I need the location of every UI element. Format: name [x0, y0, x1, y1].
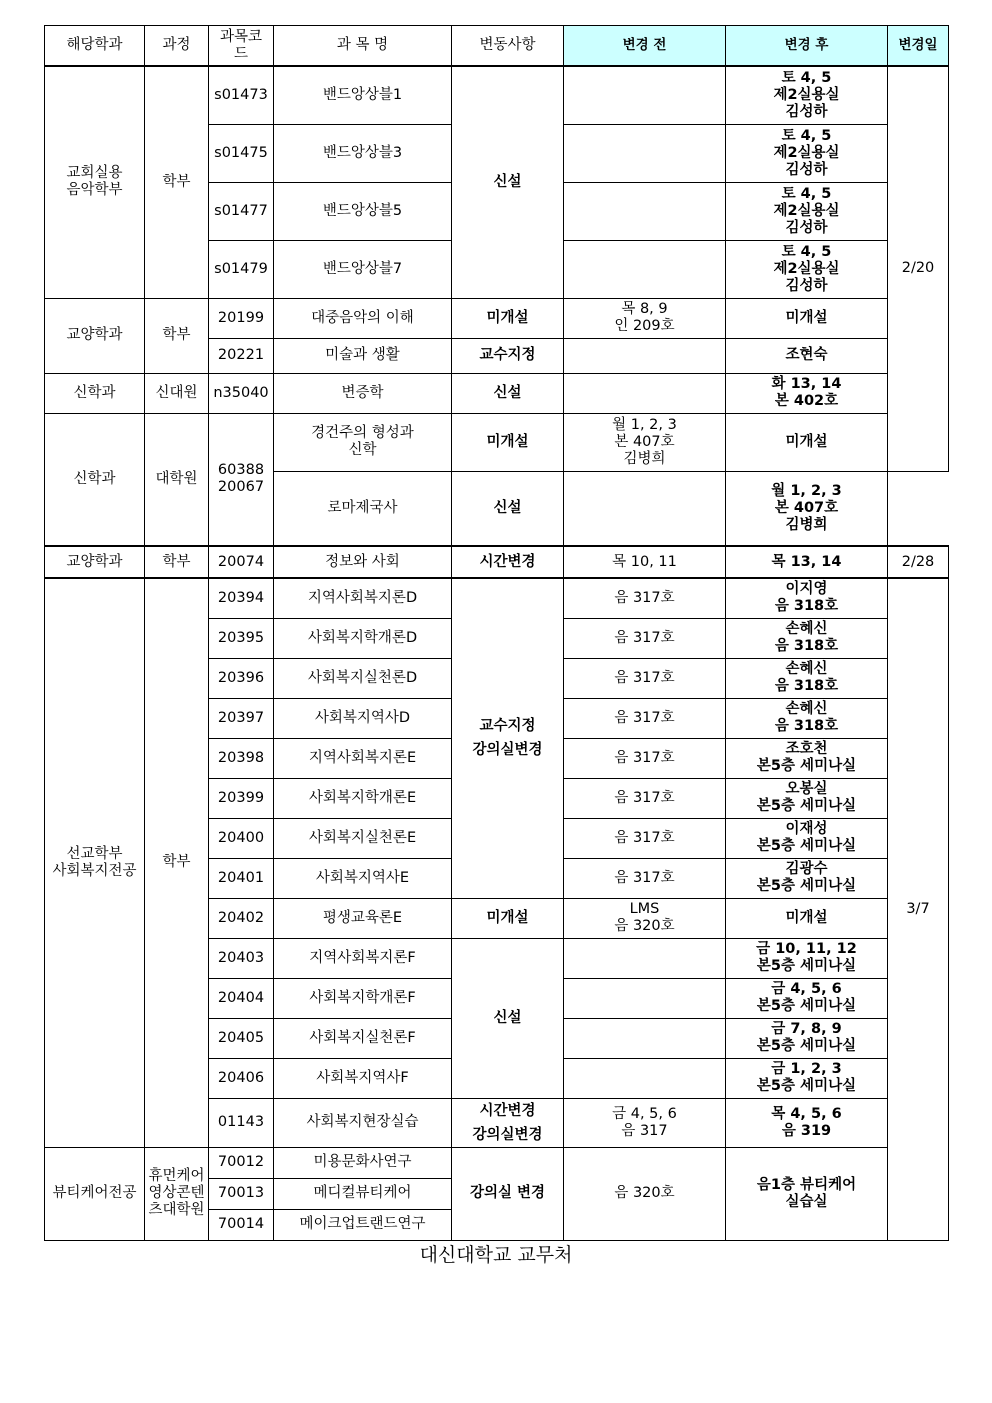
change-cell: 신설	[452, 373, 564, 413]
after-cell: 이재성 본5층 세미나실	[726, 818, 888, 858]
date-cell: 2/28	[888, 546, 949, 578]
after-cell: 금 7, 8, 9 본5층 세미나실	[726, 1018, 888, 1058]
before-cell: 월 1, 2, 3 본 407호 김병희	[564, 413, 726, 471]
change-cell: 미개설	[452, 413, 564, 471]
dept-cell: 신학과	[45, 373, 145, 413]
after-cell: 화 13, 14 본 402호	[726, 373, 888, 413]
code-cell: 20405	[209, 1018, 274, 1058]
before-cell	[564, 182, 726, 240]
before-cell: 목 10, 11	[564, 546, 726, 578]
code-cell: 20406	[209, 1058, 274, 1098]
header-course: 과정	[145, 26, 209, 67]
dept-cell: 뷰티케어전공	[45, 1147, 145, 1240]
header-date: 변경일	[888, 26, 949, 67]
before-cell: 음 317호	[564, 738, 726, 778]
subject-cell: 사회복지역사E	[274, 858, 452, 898]
dept-cell: 교양학과	[45, 298, 145, 373]
code-cell: 20401	[209, 858, 274, 898]
subject-cell: 사회복지실천론F	[274, 1018, 452, 1058]
header-change: 변동사항	[452, 26, 564, 67]
before-cell	[564, 338, 726, 373]
code-cell: s01477	[209, 182, 274, 240]
code-cell: 20074	[209, 546, 274, 578]
after-cell: 미개설	[726, 413, 888, 471]
before-cell	[564, 1018, 726, 1058]
header-subject: 과 목 명	[274, 26, 452, 67]
course-cell: 학부	[145, 578, 209, 1147]
code-cell: s01475	[209, 124, 274, 182]
subject-cell: 미용문화사연구	[274, 1147, 452, 1178]
code-cell: 20397	[209, 698, 274, 738]
subject-cell: 사회복지실천론D	[274, 658, 452, 698]
code-cell: 20395	[209, 618, 274, 658]
change-cell: 신설	[452, 471, 564, 546]
change-cell: 미개설	[452, 298, 564, 338]
after-cell: 금 10, 11, 12 본5층 세미나실	[726, 938, 888, 978]
code-cell: 20394	[209, 578, 274, 618]
table-row	[45, 578, 949, 618]
dept-cell: 선교학부 사회복지전공	[45, 578, 145, 1147]
subject-cell: 밴드앙상블7	[274, 240, 452, 298]
subject-cell: 변증학	[274, 373, 452, 413]
subject-cell: 로마제국사	[274, 471, 452, 546]
before-cell	[564, 938, 726, 978]
after-cell: 김광수 본5층 세미나실	[726, 858, 888, 898]
subject-cell: 사회복지현장실습	[274, 1098, 452, 1147]
before-cell	[564, 978, 726, 1018]
code-cell: 20403	[209, 938, 274, 978]
after-cell: 음1층 뷰티케어 실습실	[726, 1147, 888, 1240]
code-cell: 20396	[209, 658, 274, 698]
after-cell: 토 4, 5 제2실용실 김성하	[726, 66, 888, 124]
table-row	[45, 66, 949, 124]
subject-cell: 정보와 사회	[274, 546, 452, 578]
subject-cell: 지역사회복지론F	[274, 938, 452, 978]
table-row	[45, 373, 949, 413]
subject-cell: 지역사회복지론D	[274, 578, 452, 618]
before-cell: 음 317호	[564, 578, 726, 618]
course-cell: 신대원	[145, 373, 209, 413]
header-after: 변경 후	[726, 26, 888, 67]
before-cell: 음 317호	[564, 818, 726, 858]
code-cell: 70012	[209, 1147, 274, 1178]
after-cell: 월 1, 2, 3 본 407호 김병희	[726, 471, 888, 546]
change-cell: 시간변경 강의실변경	[452, 1098, 564, 1147]
subject-cell: 밴드앙상블1	[274, 66, 452, 124]
subject-cell: 미술과 생활	[274, 338, 452, 373]
code-cell: 20398	[209, 738, 274, 778]
course-cell: 휴먼케어 영상콘텐 츠대학원	[145, 1147, 209, 1240]
after-cell: 손혜신 음 318호	[726, 658, 888, 698]
after-cell: 목 13, 14	[726, 546, 888, 578]
subject-cell: 사회복지실천론E	[274, 818, 452, 858]
course-cell: 학부	[145, 298, 209, 373]
date-cell: 2/20	[888, 66, 949, 471]
subject-cell: 평생교육론E	[274, 898, 452, 938]
dept-cell: 신학과	[45, 413, 145, 546]
date-cell: 3/7	[888, 578, 949, 1240]
subject-cell: 메디컬뷰티케어	[274, 1178, 452, 1209]
code-cell: 20399	[209, 778, 274, 818]
code-cell: 20404	[209, 978, 274, 1018]
change-cell: 신설	[452, 938, 564, 1098]
code-cell: 70013	[209, 1178, 274, 1209]
subject-cell: 지역사회복지론E	[274, 738, 452, 778]
dept-cell: 교회실용 음악학부	[45, 66, 145, 298]
code-cell: 20402	[209, 898, 274, 938]
after-cell: 토 4, 5 제2실용실 김성하	[726, 182, 888, 240]
header-before: 변경 전	[564, 26, 726, 67]
header-row	[45, 26, 949, 67]
subject-cell: 사회복지역사F	[274, 1058, 452, 1098]
subject-cell: 밴드앙상블5	[274, 182, 452, 240]
code-cell: n35040	[209, 373, 274, 413]
before-cell: 음 317호	[564, 698, 726, 738]
footer-office: 대신대학교 교무처	[419, 1244, 573, 1266]
code-cell: 20199	[209, 298, 274, 338]
table-row	[45, 413, 949, 471]
code-cell: 01143	[209, 1098, 274, 1147]
change-cell: 강의실 변경	[452, 1147, 564, 1240]
after-cell: 조현숙	[726, 338, 888, 373]
after-cell: 미개설	[726, 298, 888, 338]
after-cell: 토 4, 5 제2실용실 김성하	[726, 124, 888, 182]
before-cell: LMS 음 320호	[564, 898, 726, 938]
table-row	[45, 298, 949, 338]
subject-cell: 사회복지학개론D	[274, 618, 452, 658]
table-row	[45, 546, 949, 578]
before-cell: 음 317호	[564, 778, 726, 818]
subject-cell: 메이크업트랜드연구	[274, 1209, 452, 1240]
before-cell: 음 317호	[564, 618, 726, 658]
code-cell: 60388 20067	[209, 413, 274, 546]
course-cell: 학부	[145, 546, 209, 578]
change-cell: 시간변경	[452, 546, 564, 578]
change-cell: 교수지정	[452, 338, 564, 373]
before-cell	[564, 471, 726, 546]
before-cell	[564, 66, 726, 124]
dept-cell: 교양학과	[45, 546, 145, 578]
after-cell: 미개설	[726, 898, 888, 938]
subject-cell: 밴드앙상블3	[274, 124, 452, 182]
code-cell: 20400	[209, 818, 274, 858]
after-cell: 손혜신 음 318호	[726, 698, 888, 738]
before-cell	[564, 373, 726, 413]
header-dept: 해당학과	[45, 26, 145, 67]
after-cell: 토 4, 5 제2실용실 김성하	[726, 240, 888, 298]
code-cell: s01479	[209, 240, 274, 298]
before-cell	[564, 1058, 726, 1098]
before-cell: 금 4, 5, 6 음 317	[564, 1098, 726, 1147]
after-cell: 목 4, 5, 6 음 319	[726, 1098, 888, 1147]
before-cell: 음 317호	[564, 858, 726, 898]
course-cell: 대학원	[145, 413, 209, 546]
before-cell: 목 8, 9 인 209호	[564, 298, 726, 338]
code-cell: 70014	[209, 1209, 274, 1240]
course-cell: 학부	[145, 66, 209, 298]
subject-cell: 사회복지학개론E	[274, 778, 452, 818]
change-cell: 미개설	[452, 898, 564, 938]
before-cell	[564, 240, 726, 298]
subject-cell: 사회복지역사D	[274, 698, 452, 738]
after-cell: 금 4, 5, 6 본5층 세미나실	[726, 978, 888, 1018]
change-cell: 교수지정 강의실변경	[452, 578, 564, 898]
before-cell	[564, 124, 726, 182]
before-cell: 음 320호	[564, 1147, 726, 1240]
subject-cell: 사회복지학개론F	[274, 978, 452, 1018]
after-cell: 오봉실 본5층 세미나실	[726, 778, 888, 818]
after-cell: 금 1, 2, 3 본5층 세미나실	[726, 1058, 888, 1098]
table-row	[45, 1147, 949, 1178]
before-cell: 음 317호	[564, 658, 726, 698]
code-cell: s01473	[209, 66, 274, 124]
header-code: 과목코 드	[209, 26, 274, 67]
subject-cell: 경건주의 형성과 신학	[274, 413, 452, 471]
change-cell: 신설	[452, 66, 564, 298]
after-cell: 손혜신 음 318호	[726, 618, 888, 658]
code-cell: 20221	[209, 338, 274, 373]
after-cell: 이지영 음 318호	[726, 578, 888, 618]
course-change-table	[44, 25, 949, 1241]
after-cell: 조호천 본5층 세미나실	[726, 738, 888, 778]
subject-cell: 대중음악의 이해	[274, 298, 452, 338]
